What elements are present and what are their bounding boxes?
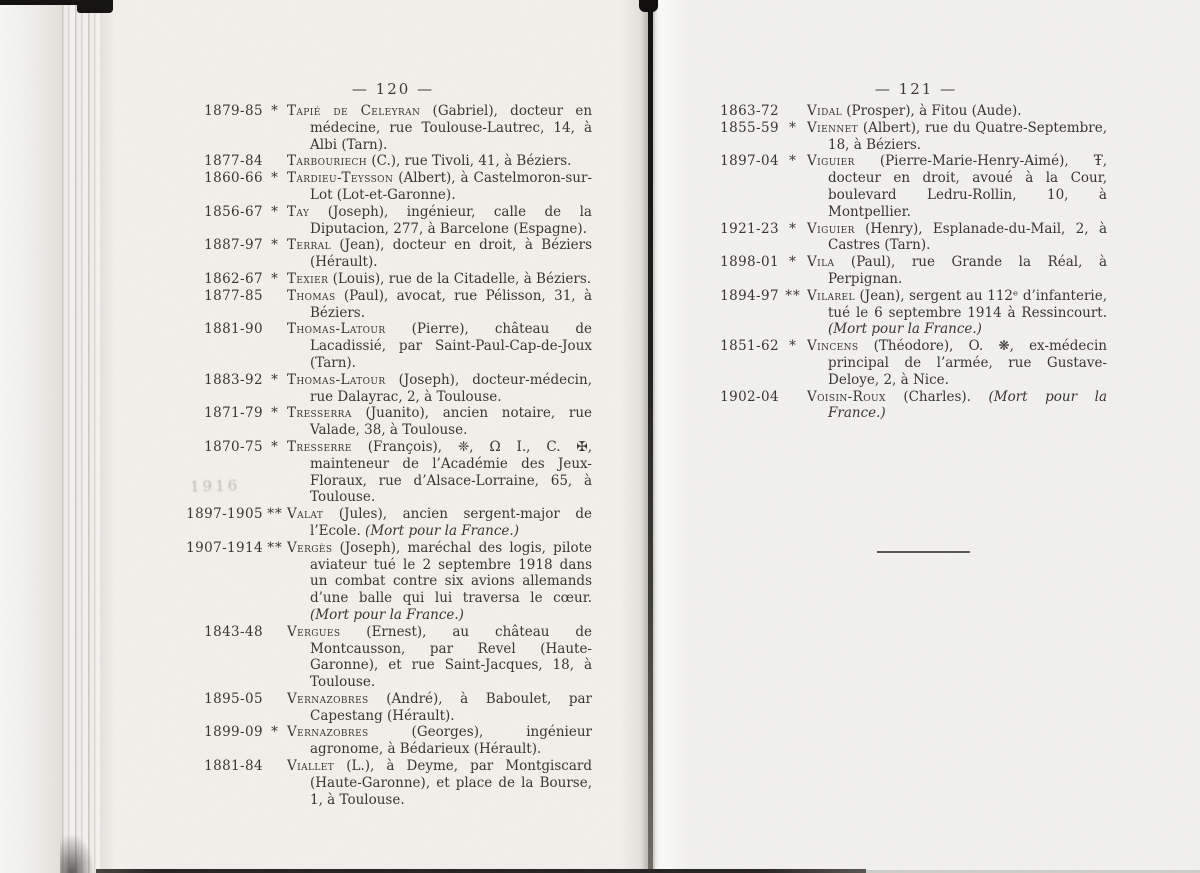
entry-years: 1902-04	[720, 388, 779, 405]
entry-years: 1877-84	[204, 153, 263, 170]
entry-years: 1877-85	[204, 287, 263, 304]
entry-name: Vergès	[287, 539, 333, 556]
register-entry: 1851-62 * Vincens (Théodore), O. ❋, ex-médecin principal de l’armée, rue Gustave-Deloye, 2, à Nice.	[655, 338, 1107, 388]
entry-name: Vergues	[287, 623, 341, 640]
entry-star-flag: **	[785, 287, 801, 304]
entry-name: Vila	[807, 254, 835, 271]
entry-name: Voisin-Roux	[807, 388, 886, 405]
entry-star-flag: *	[271, 438, 279, 455]
entry-name: Texier	[287, 270, 329, 287]
entry-years: 1843-48	[204, 623, 263, 640]
entry-star-flag: *	[271, 371, 279, 388]
entry-name: Tarbouriech	[287, 153, 368, 170]
entry-name: Tay	[287, 203, 310, 220]
entry-name: Tresserra	[287, 405, 352, 422]
entry-name: Thomas-Latour	[287, 371, 386, 388]
register-entry: 1871-79 * Tresserra (Juanito), ancien notaire, rue Valade, 38, à Toulouse.	[100, 405, 592, 439]
stamp-artifact: 1916	[189, 476, 241, 496]
entry-name: Viguier	[807, 153, 855, 170]
entry-name: Terral	[287, 237, 332, 254]
entry-years: 1870-75	[204, 438, 263, 455]
entry-name: Viallet	[287, 758, 335, 775]
bottom-left-corner-shadow	[60, 834, 94, 873]
register-entry: 1843-48 Vergues (Ernest), au château de Montcausson, par Revel (Haute-Garonne), et rue Saint-Jacques, 18, à Toulouse.	[100, 624, 592, 691]
register-entry: 1877-84 Tarbouriech (C.), rue Tivoli, 41, à Béziers.	[100, 153, 592, 170]
entry-star-flag: *	[271, 270, 279, 287]
entry-name: Vincens	[807, 338, 859, 355]
entry-name: Tapié de Celeyran	[287, 103, 421, 119]
entry-star-flag: **	[267, 539, 283, 556]
entry-star-flag: *	[789, 254, 797, 271]
entry-star-flag: *	[789, 338, 797, 355]
register-entry: 1879-85 * Tapié de Celeyran (Gabriel), docteur en médecine, rue Toulouse-Lautrec, 14, à Albi (Tarn).	[100, 103, 592, 153]
entry-years: 1855-59	[720, 119, 779, 136]
entry-years: 1883-92	[204, 371, 263, 388]
entry-star-flag: *	[271, 203, 279, 220]
scan-bottom-edge	[96, 869, 866, 873]
entry-years: 1897-1905	[186, 506, 263, 523]
register-entry: 1860-66 * Tardieu-Teysson (Albert), à Castelmoron-sur-Lot (Lot-et-Garonne).	[100, 170, 592, 204]
register-entry: 1856-67 * Tay (Joseph), ingénieur, calle de la Diputacion, 277, à Barcelone (Espagne).	[100, 204, 592, 238]
register-entry: 1921-23 * Viguier (Henry), Esplanade-du-Mail, 2, à Castres (Tarn).	[655, 221, 1107, 255]
entry-star-flag: *	[271, 405, 279, 422]
register-entry: 1897-1905 ** Valat (Jules), ancien sergent-major de l’Ecole. (Mort pour la France.)	[100, 506, 592, 540]
gutter-fold-shadow	[648, 0, 653, 873]
register-entry: 1863-72 Vidal (Prosper), à Fitou (Aude).	[655, 103, 1107, 120]
entry-name: Viennet	[807, 119, 858, 136]
page-stack-edges	[62, 0, 100, 873]
entry-years: 1921-23	[720, 220, 779, 237]
entry-name: Vidal	[807, 103, 842, 119]
register-entry: 1862-67 * Texier (Louis), rue de la Citadelle, à Béziers.	[100, 271, 592, 288]
entry-years: 1881-90	[204, 321, 263, 338]
register-list-right	[655, 103, 1107, 422]
register-entry: 1855-59 * Viennet (Albert), rue du Quatre-Septembre, 18, à Béziers.	[655, 120, 1107, 154]
register-entry: 1881-90 Thomas-Latour (Pierre), château de Lacadissié, par Saint-Paul-Cap-de-Joux (Tarn).	[100, 321, 592, 371]
entry-years: 1851-62	[720, 338, 779, 355]
entry-name: Thomas	[287, 287, 336, 304]
register-entry: 1883-92 * Thomas-Latour (Joseph), docteur-médecin, rue Dalayrac, 2, à Toulouse.	[100, 372, 592, 406]
register-entry: 1898-01 * Vila (Paul), rue Grande la Réal, à Perpignan.	[655, 254, 1107, 288]
entry-years: 1881-84	[204, 758, 263, 775]
entry-name: Thomas-Latour	[287, 321, 386, 338]
entry-name: Vernazobres	[287, 724, 369, 741]
gutter-top-shadow	[639, 0, 658, 12]
entry-name: Vilarel	[807, 287, 855, 304]
entry-star-flag: *	[271, 103, 279, 119]
entry-years: 1860-66	[204, 170, 263, 187]
entry-years: 1887-97	[204, 237, 263, 254]
entry-star-flag: *	[271, 724, 279, 741]
register-entry: 1897-04 * Viguier (Pierre-Marie-Henry-Aimé), Ŧ, docteur en droit, avoué à la Cour, boulevard Ledru-Rollin, 10, à Montpellier.	[655, 153, 1107, 220]
page-number-right: — 121 —	[874, 80, 958, 98]
page-number-left: — 120 —	[351, 80, 435, 98]
entry-star-flag: *	[271, 170, 279, 187]
entry-years: 1895-05	[204, 690, 263, 707]
register-list-left	[100, 103, 592, 808]
entry-name: Vernazobres	[287, 690, 369, 707]
mort-pour-la-france-note: (Mort pour la France.)	[310, 606, 464, 623]
end-of-list-rule	[877, 551, 970, 553]
mort-pour-la-france-note: (Mort pour la France.)	[360, 522, 519, 539]
entry-name: Valat	[287, 506, 324, 523]
scanner-margin	[0, 0, 62, 873]
register-entry: 1895-05 Vernazobres (André), à Baboulet, par Capestang (Hérault).	[100, 691, 592, 725]
entry-star-flag: *	[271, 237, 279, 254]
register-entry: 1877-85 Thomas (Paul), avocat, rue Pélisson, 31, à Béziers.	[100, 288, 592, 322]
mort-pour-la-france-note: (Mort pour la France.)	[828, 321, 982, 338]
entry-star-flag: *	[789, 119, 797, 136]
entry-years: 1856-67	[204, 203, 263, 220]
scan-top-edge-nub	[77, 0, 113, 13]
entry-years: 1879-85	[204, 103, 263, 119]
entry-name: Tardieu-Teysson	[287, 170, 394, 187]
entry-years: 1907-1914	[186, 539, 263, 556]
entry-star-flag: *	[789, 153, 797, 170]
register-entry: 1902-04 Voisin-Roux (Charles). (Mort pour la France.)	[655, 389, 1107, 423]
entry-years: 1863-72	[720, 103, 779, 119]
entry-star-flag: **	[267, 506, 283, 523]
register-entry: 1899-09 * Vernazobres (Georges), ingénieur agronome, à Bédarieux (Hérault).	[100, 724, 592, 758]
entry-years: 1871-79	[204, 405, 263, 422]
entry-years: 1897-04	[720, 153, 779, 170]
entry-years: 1899-09	[204, 724, 263, 741]
register-entry: 1887-97 * Terral (Jean), docteur en droit, à Béziers (Hérault).	[100, 237, 592, 271]
entry-name: Tresserre	[287, 438, 352, 455]
entry-years: 1898-01	[720, 254, 779, 271]
register-entry: 1894-97 ** Vilarel (Jean), sergent au 112ᵉ d’infanterie, tué le 6 septembre 1914 à Ressincourt. (Mort pour la France.)	[655, 288, 1107, 338]
entry-years: 1894-97	[720, 287, 779, 304]
entry-name: Viguier	[807, 220, 855, 237]
register-entry: 1907-1914 ** Vergès (Joseph), maréchal des logis, pilote aviateur tué le 2 septembre 1918 dans un combat contre six avions allemands d’une balle qui lui traversa le cœur. (Mort pour la France.)	[100, 540, 592, 624]
entry-star-flag: *	[789, 220, 797, 237]
mort-pour-la-france-note: (Mort pour la France.)	[828, 388, 1107, 422]
register-entry: 1881-84 Viallet (L.), à Deyme, par Montgiscard (Haute-Garonne), et place de la Bourse, 1, à Toulouse.	[100, 758, 592, 808]
register-entry: 1870-75 * Tresserre (François), ❈, Ω I., C. ✠, mainteneur de l’Académie des Jeux-Floraux, rue d’Alsace-Lorraine, 65, à Toulouse.	[100, 439, 592, 506]
entry-years: 1862-67	[204, 270, 263, 287]
